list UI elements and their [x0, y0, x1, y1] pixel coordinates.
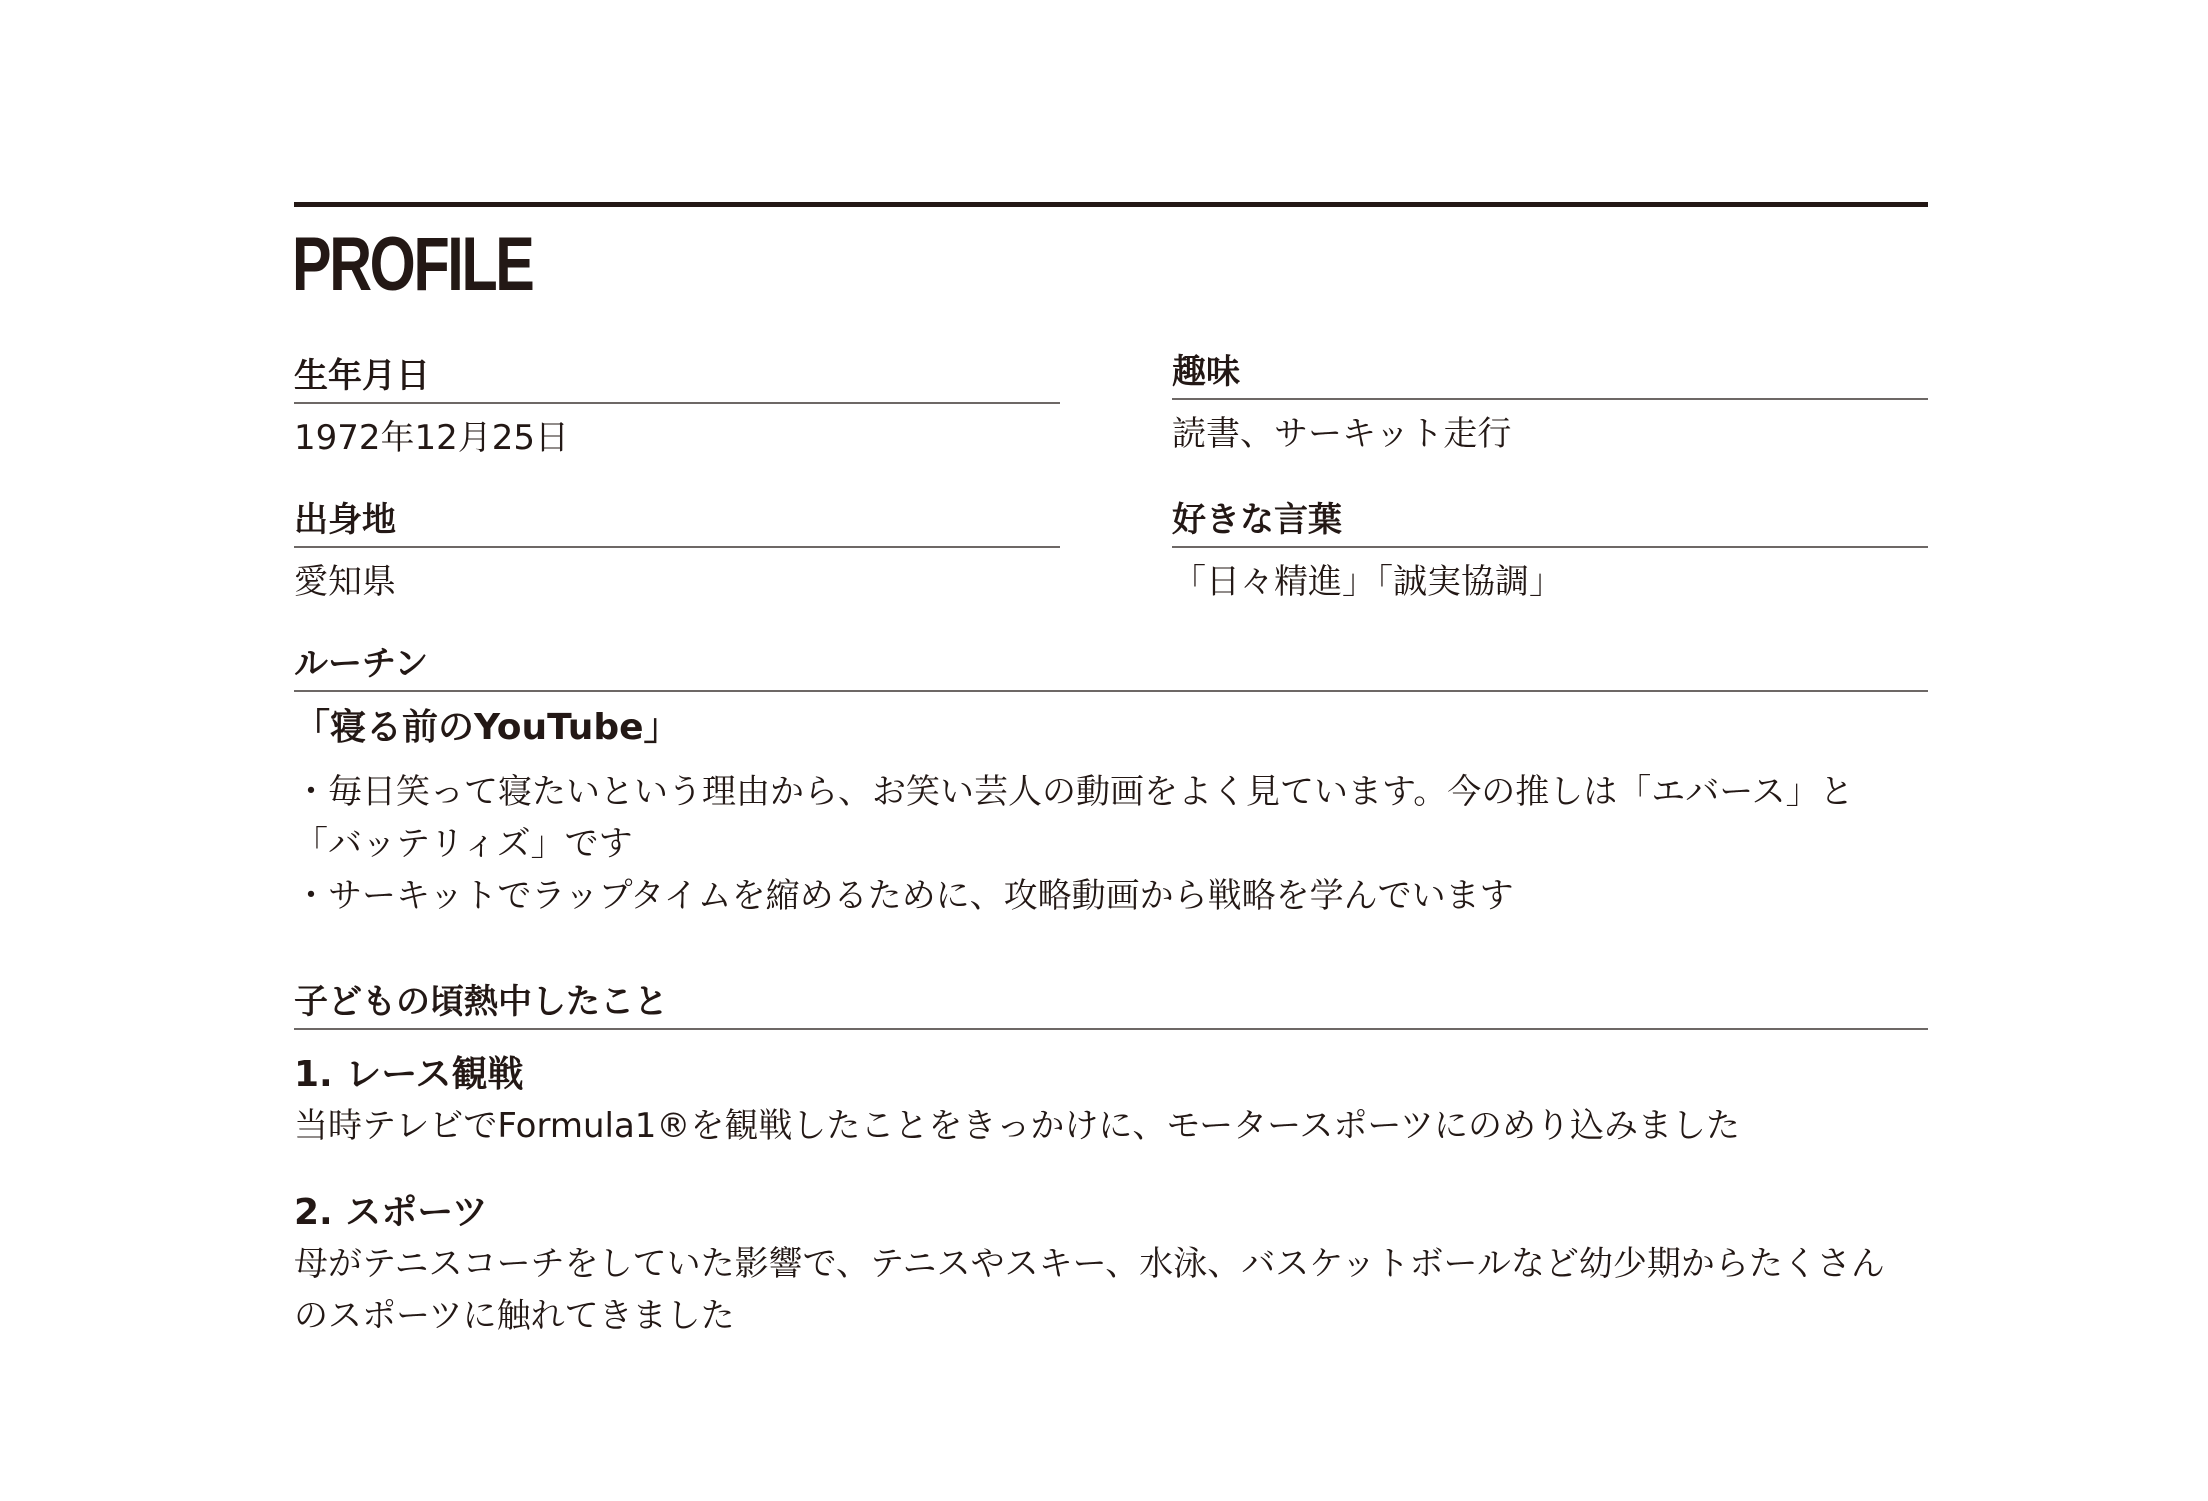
favorite-words-value: 「日々精進」「誠実協調」	[1172, 562, 1563, 602]
birthday-value: 1972年12月25日	[294, 418, 570, 458]
routine-bullet: ・サーキットでラップタイムを縮めるために、攻略動画から戦略を学んでいます	[294, 876, 1514, 916]
field-birthday	[294, 354, 1060, 460]
childhood-item-text: のスポーツに触れてきました	[294, 1296, 735, 1336]
routine-bullet: ・毎日笑って寝たいという理由から、お笑い芸人の動画をよく見ています。今の推しは「エバース」と	[294, 772, 1854, 812]
page-title: PROFILE	[292, 222, 533, 307]
birthplace-value: 愛知県	[294, 562, 396, 602]
childhood-item-title: 2. スポーツ	[294, 1192, 488, 1233]
hobby-value: 読書、サーキット走行	[1172, 414, 1512, 454]
field-birthplace	[294, 498, 1060, 604]
childhood-item-text: 母がテニスコーチをしていた影響で、テニスやスキー、水泳、バスケットボールなど幼少期からたくさん	[294, 1244, 1885, 1284]
birthplace-label: 出身地	[294, 498, 1060, 548]
childhood-item-text: 当時テレビでFormula1®を観戦したことをきっかけに、モータースポーツにのめり込みました	[294, 1106, 1741, 1146]
hobby-label: 趣味	[1172, 350, 1928, 400]
field-hobby	[1172, 350, 1928, 456]
top-rule	[294, 202, 1928, 207]
birthday-label: 生年月日	[294, 354, 1060, 404]
childhood-item	[294, 1188, 1928, 1342]
childhood-section	[294, 980, 1928, 1342]
routine-bullets	[294, 766, 1928, 922]
childhood-item	[294, 1050, 1928, 1152]
field-favorite-words	[1172, 498, 1928, 604]
childhood-item-title: 1. レース観戦	[294, 1054, 524, 1095]
routine-label: ルーチン	[294, 642, 1928, 692]
routine-bullet: 「バッテリィズ」です	[294, 824, 633, 864]
routine-title: 「寝る前のYouTube」	[294, 707, 680, 748]
childhood-label: 子どもの頃熱中したこと	[294, 980, 1928, 1030]
favorite-words-label: 好きな言葉	[1172, 498, 1928, 548]
routine-section	[294, 642, 1928, 922]
